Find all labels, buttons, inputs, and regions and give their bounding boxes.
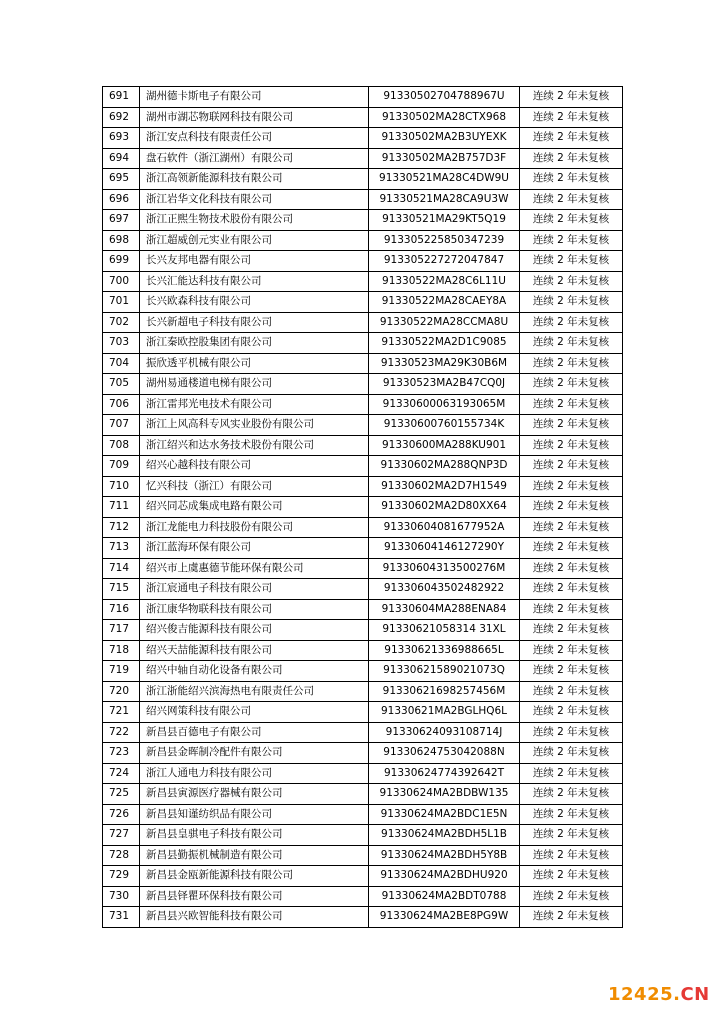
row-number: 696 — [103, 189, 140, 210]
company-name: 绍兴中轴自动化设备有限公司 — [140, 661, 369, 682]
credit-code: 91330604146127290Y — [369, 538, 520, 559]
row-number: 699 — [103, 251, 140, 272]
review-status: 连续 2 年未复核 — [520, 763, 623, 784]
review-status: 连续 2 年未复核 — [520, 353, 623, 374]
company-name: 浙江岩华文化科技有限公司 — [140, 189, 369, 210]
review-status: 连续 2 年未复核 — [520, 415, 623, 436]
review-status: 连续 2 年未复核 — [520, 907, 623, 928]
company-name: 浙江秦欧控股集团有限公司 — [140, 333, 369, 354]
row-number: 695 — [103, 169, 140, 190]
credit-code: 91330522MA28C6L11U — [369, 271, 520, 292]
table-row — [103, 107, 623, 128]
review-status: 连续 2 年未复核 — [520, 230, 623, 251]
review-status: 连续 2 年未复核 — [520, 374, 623, 395]
row-number: 721 — [103, 702, 140, 723]
credit-code: 91330624MA2BDH5Y8B — [369, 845, 520, 866]
table-row — [103, 661, 623, 682]
table-row — [103, 804, 623, 825]
row-number: 698 — [103, 230, 140, 251]
table-row — [103, 292, 623, 313]
company-table-body — [103, 87, 623, 928]
row-number: 720 — [103, 681, 140, 702]
company-name: 新昌县铎瞿环保科技有限公司 — [140, 886, 369, 907]
table-row — [103, 271, 623, 292]
row-number: 707 — [103, 415, 140, 436]
row-number: 728 — [103, 845, 140, 866]
credit-code: 913306043502482922 — [369, 579, 520, 600]
table-row — [103, 333, 623, 354]
credit-code: 91330604313500276M — [369, 558, 520, 579]
table-row — [103, 189, 623, 210]
review-status: 连续 2 年未复核 — [520, 333, 623, 354]
table-row — [103, 763, 623, 784]
company-name: 新昌县百德电子有限公司 — [140, 722, 369, 743]
credit-code: 91330624MA2BDH5L1B — [369, 825, 520, 846]
credit-code: 91330600760155734K — [369, 415, 520, 436]
row-number: 724 — [103, 763, 140, 784]
review-status: 连续 2 年未复核 — [520, 599, 623, 620]
company-name: 浙江高领新能源科技有限公司 — [140, 169, 369, 190]
review-status: 连续 2 年未复核 — [520, 743, 623, 764]
table-row — [103, 394, 623, 415]
company-name: 浙江蓝海环保有限公司 — [140, 538, 369, 559]
review-status: 连续 2 年未复核 — [520, 702, 623, 723]
credit-code: 91330521MA28CA9U3W — [369, 189, 520, 210]
company-name: 新昌县兴欧智能科技有限公司 — [140, 907, 369, 928]
row-number: 718 — [103, 640, 140, 661]
row-number: 726 — [103, 804, 140, 825]
review-status: 连续 2 年未复核 — [520, 456, 623, 477]
table-row — [103, 312, 623, 333]
review-status: 连续 2 年未复核 — [520, 148, 623, 169]
row-number: 704 — [103, 353, 140, 374]
row-number: 717 — [103, 620, 140, 641]
company-name: 绍兴网策科技有限公司 — [140, 702, 369, 723]
row-number: 725 — [103, 784, 140, 805]
table-row — [103, 845, 623, 866]
credit-code: 91330621698257456M — [369, 681, 520, 702]
review-status: 连续 2 年未复核 — [520, 271, 623, 292]
review-status: 连续 2 年未复核 — [520, 681, 623, 702]
review-status: 连续 2 年未复核 — [520, 517, 623, 538]
review-status: 连续 2 年未复核 — [520, 210, 623, 231]
row-number: 691 — [103, 87, 140, 108]
row-number: 727 — [103, 825, 140, 846]
company-name: 绍兴俊吉能源科技有限公司 — [140, 620, 369, 641]
table-row — [103, 230, 623, 251]
credit-code: 91330523MA2B47CQ0J — [369, 374, 520, 395]
row-number: 715 — [103, 579, 140, 600]
review-status: 连续 2 年未复核 — [520, 107, 623, 128]
row-number: 723 — [103, 743, 140, 764]
row-number: 706 — [103, 394, 140, 415]
table-row — [103, 353, 623, 374]
row-number: 709 — [103, 456, 140, 477]
row-number: 700 — [103, 271, 140, 292]
review-status: 连续 2 年未复核 — [520, 825, 623, 846]
credit-code: 91330621589021073Q — [369, 661, 520, 682]
credit-code: 913305225850347239 — [369, 230, 520, 251]
row-number: 716 — [103, 599, 140, 620]
credit-code: 91330621058314 31XL — [369, 620, 520, 641]
row-number: 729 — [103, 866, 140, 887]
credit-code: 91330600063193065M — [369, 394, 520, 415]
table-row — [103, 251, 623, 272]
table-row — [103, 825, 623, 846]
review-status: 连续 2 年未复核 — [520, 312, 623, 333]
company-name: 新昌县皇骐电子科技有限公司 — [140, 825, 369, 846]
table-row — [103, 907, 623, 928]
row-number: 711 — [103, 497, 140, 518]
company-name: 浙江人通电力科技有限公司 — [140, 763, 369, 784]
company-name: 新昌县寅源医疗器械有限公司 — [140, 784, 369, 805]
row-number: 701 — [103, 292, 140, 313]
review-status: 连续 2 年未复核 — [520, 640, 623, 661]
credit-code: 91330624MA2BDHU920 — [369, 866, 520, 887]
credit-code: 91330621336988665L — [369, 640, 520, 661]
row-number: 692 — [103, 107, 140, 128]
company-name: 忆兴科技（浙江）有限公司 — [140, 476, 369, 497]
review-status: 连续 2 年未复核 — [520, 292, 623, 313]
company-name: 浙江超威创元实业有限公司 — [140, 230, 369, 251]
row-number: 719 — [103, 661, 140, 682]
review-status: 连续 2 年未复核 — [520, 251, 623, 272]
credit-code: 91330502704788967U — [369, 87, 520, 108]
credit-code: 91330621MA2BGLHQ6L — [369, 702, 520, 723]
review-status: 连续 2 年未复核 — [520, 394, 623, 415]
table-row — [103, 886, 623, 907]
table-row — [103, 722, 623, 743]
review-status: 连续 2 年未复核 — [520, 128, 623, 149]
company-name: 绍兴心越科技有限公司 — [140, 456, 369, 477]
table-row — [103, 148, 623, 169]
credit-code: 91330624093108714J — [369, 722, 520, 743]
company-name: 绍兴天喆能源科技有限公司 — [140, 640, 369, 661]
row-number: 703 — [103, 333, 140, 354]
company-table — [102, 86, 623, 928]
credit-code: 91330604MA288ENA84 — [369, 599, 520, 620]
review-status: 连续 2 年未复核 — [520, 620, 623, 641]
company-name: 盘石软件（浙江湖州）有限公司 — [140, 148, 369, 169]
review-status: 连续 2 年未复核 — [520, 87, 623, 108]
row-number: 714 — [103, 558, 140, 579]
credit-code: 91330523MA29K30B6M — [369, 353, 520, 374]
review-status: 连续 2 年未复核 — [520, 661, 623, 682]
credit-code: 91330624MA2BDT0788 — [369, 886, 520, 907]
row-number: 693 — [103, 128, 140, 149]
table-row — [103, 743, 623, 764]
row-number: 705 — [103, 374, 140, 395]
watermark-dot: . — [673, 984, 681, 1005]
credit-code: 91330624MA2BDBW135 — [369, 784, 520, 805]
table-row — [103, 620, 623, 641]
company-name: 浙江绍兴和达水务技术股份有限公司 — [140, 435, 369, 456]
row-number: 722 — [103, 722, 140, 743]
row-number: 710 — [103, 476, 140, 497]
credit-code: 91330624MA2BE8PG9W — [369, 907, 520, 928]
row-number: 697 — [103, 210, 140, 231]
company-name: 长兴汇能达科技有限公司 — [140, 271, 369, 292]
table-row — [103, 784, 623, 805]
company-name: 新昌县勤振机械制造有限公司 — [140, 845, 369, 866]
row-number: 713 — [103, 538, 140, 559]
table-row — [103, 374, 623, 395]
review-status: 连续 2 年未复核 — [520, 722, 623, 743]
company-name: 浙江正熙生物技术股份有限公司 — [140, 210, 369, 231]
review-status: 连续 2 年未复核 — [520, 169, 623, 190]
review-status: 连续 2 年未复核 — [520, 804, 623, 825]
company-name: 湖州德卡斯电子有限公司 — [140, 87, 369, 108]
company-name: 绍兴同芯成集成电路有限公司 — [140, 497, 369, 518]
company-name: 新昌县金晖制冷配件有限公司 — [140, 743, 369, 764]
table-row — [103, 456, 623, 477]
table-row — [103, 435, 623, 456]
company-name: 长兴欧森科技有限公司 — [140, 292, 369, 313]
credit-code: 913305227272047847 — [369, 251, 520, 272]
watermark-logo — [608, 984, 710, 1005]
table-row — [103, 681, 623, 702]
table-row — [103, 579, 623, 600]
credit-code: 91330521MA28C4DW9U — [369, 169, 520, 190]
row-number: 730 — [103, 886, 140, 907]
review-status: 连续 2 年未复核 — [520, 497, 623, 518]
credit-code: 91330624MA2BDC1E5N — [369, 804, 520, 825]
credit-code: 91330502MA2B757D3F — [369, 148, 520, 169]
credit-code: 91330600MA288KU901 — [369, 435, 520, 456]
watermark-main: 12425 — [608, 984, 674, 1005]
company-name: 浙江浙能绍兴滨海热电有限责任公司 — [140, 681, 369, 702]
review-status: 连续 2 年未复核 — [520, 784, 623, 805]
company-name: 长兴新超电子科技有限公司 — [140, 312, 369, 333]
table-row — [103, 87, 623, 108]
row-number: 712 — [103, 517, 140, 538]
review-status: 连续 2 年未复核 — [520, 538, 623, 559]
credit-code: 91330522MA2D1C9085 — [369, 333, 520, 354]
table-row — [103, 702, 623, 723]
table-row — [103, 558, 623, 579]
credit-code: 91330604081677952A — [369, 517, 520, 538]
company-name: 湖州市湖芯物联网科技有限公司 — [140, 107, 369, 128]
review-status: 连续 2 年未复核 — [520, 579, 623, 600]
review-status: 连续 2 年未复核 — [520, 476, 623, 497]
credit-code: 91330521MA29KT5Q19 — [369, 210, 520, 231]
row-number: 731 — [103, 907, 140, 928]
table-row — [103, 599, 623, 620]
row-number: 708 — [103, 435, 140, 456]
credit-code: 91330502MA28CTX968 — [369, 107, 520, 128]
credit-code: 91330602MA2D80XX64 — [369, 497, 520, 518]
table-row — [103, 128, 623, 149]
company-name: 浙江上风高科专风实业股份有限公司 — [140, 415, 369, 436]
credit-code: 91330522MA28CAEY8A — [369, 292, 520, 313]
company-name: 浙江龙能电力科技股份有限公司 — [140, 517, 369, 538]
review-status: 连续 2 年未复核 — [520, 886, 623, 907]
credit-code: 91330624753042088N — [369, 743, 520, 764]
credit-code: 91330602MA2D7H1549 — [369, 476, 520, 497]
table-row — [103, 517, 623, 538]
credit-code: 91330522MA28CCMA8U — [369, 312, 520, 333]
row-number: 702 — [103, 312, 140, 333]
review-status: 连续 2 年未复核 — [520, 435, 623, 456]
company-name: 长兴友邦电器有限公司 — [140, 251, 369, 272]
row-number: 694 — [103, 148, 140, 169]
review-status: 连续 2 年未复核 — [520, 866, 623, 887]
company-name: 浙江雷邦光电技术有限公司 — [140, 394, 369, 415]
table-row — [103, 640, 623, 661]
review-status: 连续 2 年未复核 — [520, 845, 623, 866]
table-row — [103, 476, 623, 497]
table-row — [103, 415, 623, 436]
table-row — [103, 210, 623, 231]
table-row — [103, 497, 623, 518]
table-row — [103, 169, 623, 190]
company-name: 浙江康华物联科技有限公司 — [140, 599, 369, 620]
table-row — [103, 866, 623, 887]
company-name: 湖州易通楼道电梯有限公司 — [140, 374, 369, 395]
company-name: 振欣透平机械有限公司 — [140, 353, 369, 374]
credit-code: 91330502MA2B3UYEXK — [369, 128, 520, 149]
credit-code: 91330624774392642T — [369, 763, 520, 784]
review-status: 连续 2 年未复核 — [520, 189, 623, 210]
company-name: 新昌县知谨纺织品有限公司 — [140, 804, 369, 825]
credit-code: 91330602MA288QNP3D — [369, 456, 520, 477]
company-name: 浙江宸通电子科技有限公司 — [140, 579, 369, 600]
watermark-tld: CN — [680, 984, 710, 1005]
review-status: 连续 2 年未复核 — [520, 558, 623, 579]
company-name: 浙江安点科技有限责任公司 — [140, 128, 369, 149]
company-name: 绍兴市上虞惠德节能环保有限公司 — [140, 558, 369, 579]
company-name: 新昌县金瓯新能源科技有限公司 — [140, 866, 369, 887]
table-row — [103, 538, 623, 559]
